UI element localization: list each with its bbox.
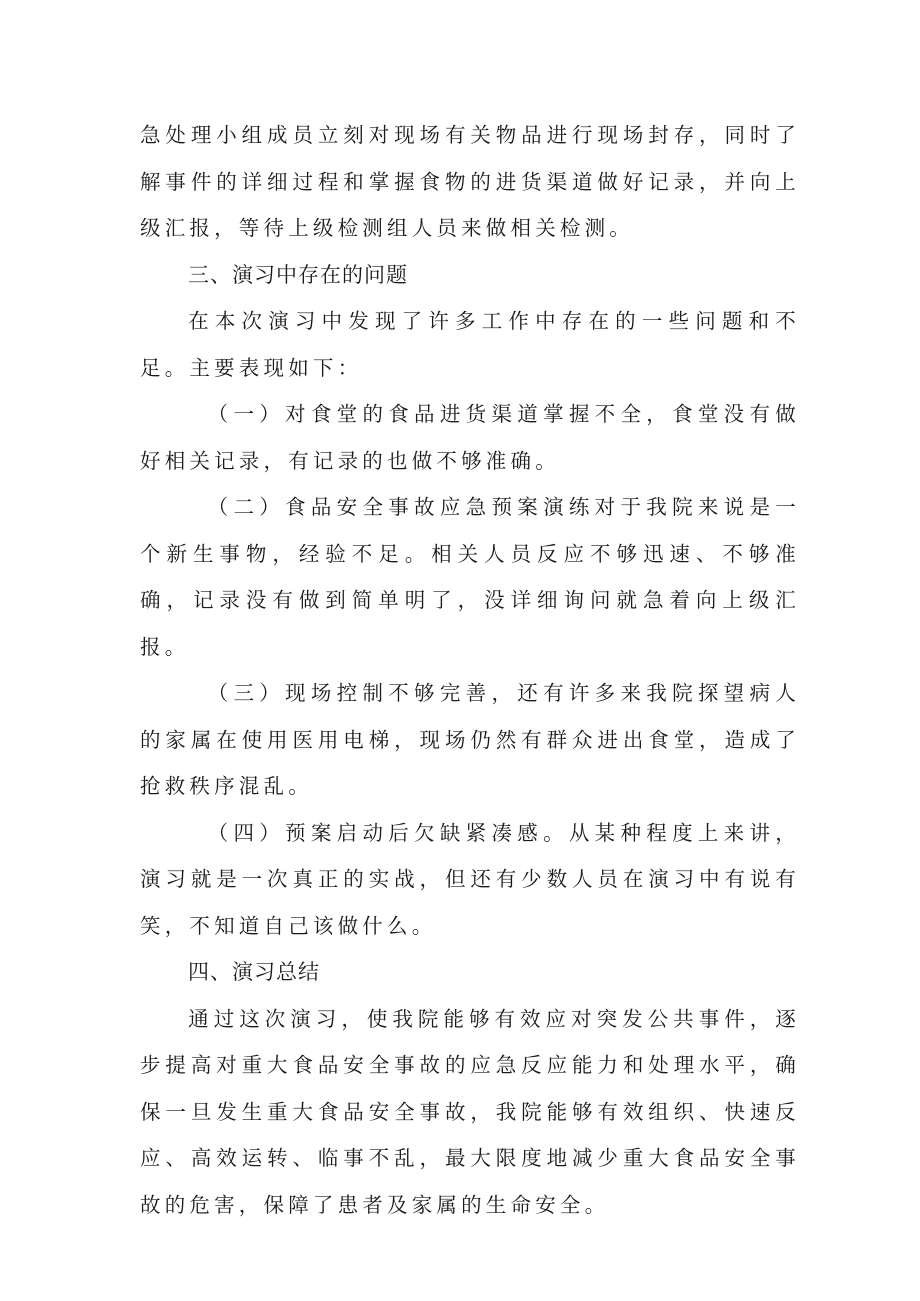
section-3-item-2: （二）食品安全事故应急预案演练对于我院来说是一个新生事物，经验不足。相关人员反应不够迅速、不够准确，记录没有做到简单明了，没详细询问就急着向上级汇报。 [140,495,800,659]
section-3-item-3: （三）现场控制不够完善，还有许多来我院探望病人的家属在使用医用电梯，现场仍然有群众进出食堂，造成了抢救秩序混乱。 [140,681,800,798]
section-4-heading: 四、演习总结 [188,960,320,984]
section-3-intro: 在本次演习中发现了许多工作中存在的一些问题和不足。主要表现如下： [140,309,800,380]
section-3-item-4: （四）预案启动后欠缺紧凑感。从某种程度上来讲，演习就是一次真正的实战，但还有少数人员在演习中有说有笑，不知道自己该做什么。 [140,820,800,938]
document-page [140,112,800,1228]
opening-paragraph: 急处理小组成员立刻对现场有关物品进行现场封存，同时了解事件的详细过程和掌握食物的进货渠道做好记录，并向上级汇报，等待上级检测组人员来做相关检测。 [140,123,800,240]
section-3-heading: 三、演习中存在的问题 [188,262,408,287]
section-3-item-1: （一）对食堂的食品进货渠道掌握不全，食堂没有做好相关记录，有记录的也做不够准确。 [140,402,800,473]
section-4-body: 通过这次演习，使我院能够有效应对突发公共事件，逐步提高对重大食品安全事故的应急反应能力和处理水平，确保一旦发生重大食品安全事故，我院能够有效组织、快速反应、高效运转、临事不乱，最大限度地减少重大食品安全事故的危害，保障了患者及家属的生命安全。 [140,1006,800,1217]
